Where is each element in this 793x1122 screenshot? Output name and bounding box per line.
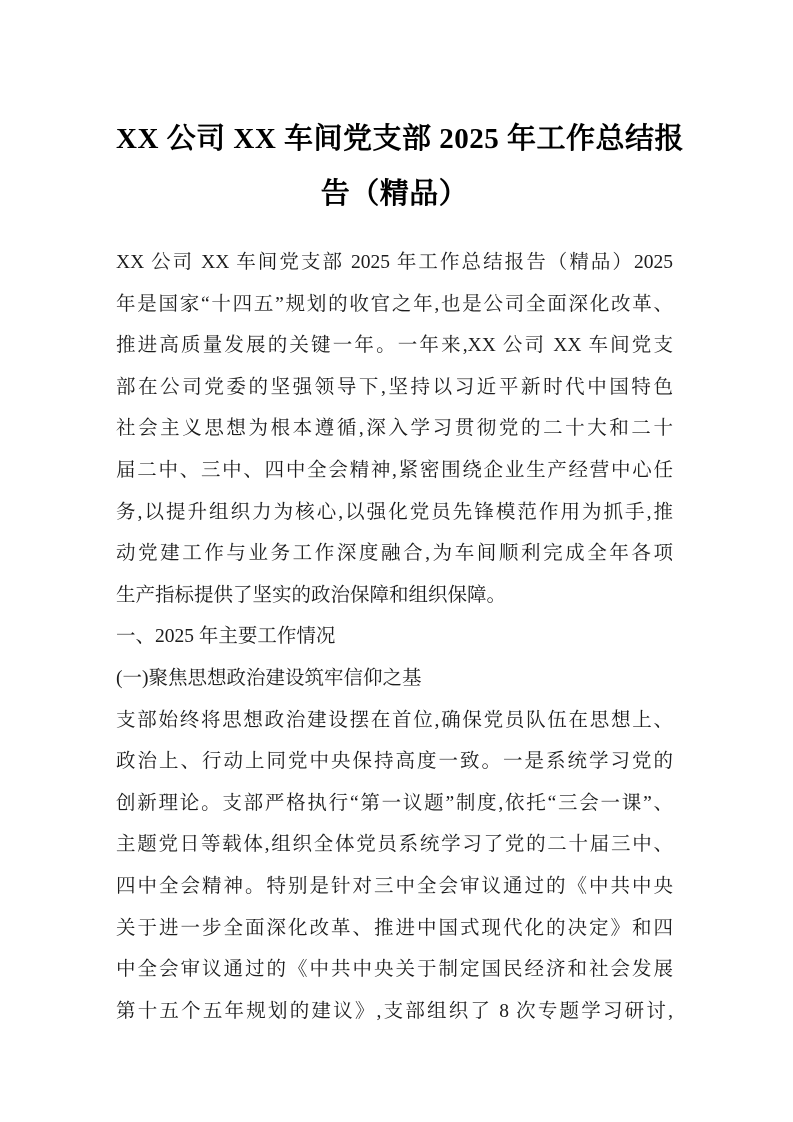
subsection-heading: (一)聚焦思想政治建设筑牢信仰之基 xyxy=(116,667,422,689)
document-content xyxy=(116,112,685,1032)
document-title xyxy=(116,112,685,222)
document-body xyxy=(116,242,673,1032)
intro-paragraph-line: 年是国家“十四五”规划的收官之年,也是公司全面深化改革、 xyxy=(116,293,673,315)
body-paragraph-line: 主题党日等载体,组织全体党员系统学习了党的二十届三中、 xyxy=(116,834,673,856)
body-paragraph-line: 创新理论。支部严格执行“第一议题”制度,依托“三会一课”、 xyxy=(116,792,673,814)
body-paragraph-line: 政治上、行动上同党中央保持高度一致。一是系统学习党的 xyxy=(116,751,673,773)
intro-paragraph-line: 部在公司党委的坚强领导下,坚持以习近平新时代中国特色 xyxy=(116,376,673,398)
intro-paragraph-line: 生产指标提供了坚实的政治保障和组织保障。 xyxy=(116,584,507,606)
body-paragraph-line: 第十五个五年规划的建议》,支部组织了 8 次专题学习研讨, xyxy=(116,1000,673,1022)
intro-paragraph-line: 社会主义思想为根本遵循,深入学习贯彻党的二十大和二十 xyxy=(116,418,673,440)
body-paragraph-line: 中全会审议通过的《中共中央关于制定国民经济和社会发展 xyxy=(116,959,673,981)
intro-paragraph-line: 届二中、三中、四中全会精神,紧密围绕企业生产经营中心任 xyxy=(116,459,673,481)
intro-paragraph-line: XX 公司 XX 车间党支部 2025 年工作总结报告（精品）2025 xyxy=(116,252,673,273)
intro-paragraph-line: 动党建工作与业务工作深度融合,为车间顺利完成全年各项 xyxy=(116,543,673,565)
section-heading: 一、2025 年主要工作情况 xyxy=(116,626,336,648)
title-line: XX 公司 XX 车间党支部 2025 年工作总结报 xyxy=(116,123,685,155)
body-paragraph-line: 关于进一步全面深化改革、推进中国式现代化的决定》和四 xyxy=(116,917,673,939)
body-paragraph-line: 支部始终将思想政治建设摆在首位,确保党员队伍在思想上、 xyxy=(116,709,673,731)
body-paragraph-line: 四中全会精神。特别是针对三中全会审议通过的《中共中央 xyxy=(116,875,673,897)
intro-paragraph-line: 务,以提升组织力为核心,以强化党员先锋模范作用为抓手,推 xyxy=(116,501,673,523)
title-line: 告（精品） xyxy=(320,178,469,210)
intro-paragraph-line: 推进高质量发展的关键一年。一年来,XX 公司 XX 车间党支 xyxy=(116,335,673,357)
